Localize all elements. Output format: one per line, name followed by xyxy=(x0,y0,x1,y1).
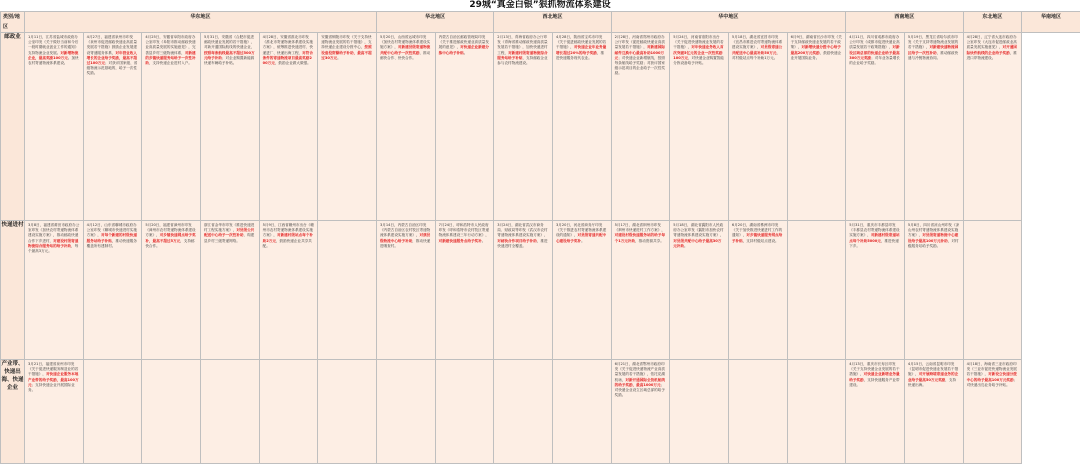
policy-text: 4月13日，重庆市长寿区印发《关于支持快递企业发展的若干措施》， xyxy=(849,362,899,376)
region-header-huabei: 华北地区 xyxy=(376,12,493,33)
policy-cell xyxy=(611,360,670,464)
policy-entry xyxy=(615,223,667,244)
policy-cell xyxy=(83,33,142,221)
policy-entry xyxy=(673,223,725,249)
policy-entry xyxy=(145,35,197,66)
policy-cell xyxy=(25,33,84,221)
policy-text: 4月15日，云南省昆明市印发《昆明市促进快递业发展若干措施》， xyxy=(908,362,958,376)
policy-tail: ，支持村级站点建设。 xyxy=(743,239,779,243)
region-header-dongbei: 东北地区 xyxy=(963,12,1022,33)
policy-highlight: 对建设村级快递服务站的给予每个1万元补助 xyxy=(615,233,665,242)
policy-cell xyxy=(670,360,729,464)
region-header-row xyxy=(1,12,1080,33)
policy-text: 5月20日，福建省漳州市印发《漳州市农村寄递物流体系建设方案》， xyxy=(145,223,195,237)
policy-highlight: 对开通国际快件航线的企业给予奖励 xyxy=(967,45,1017,54)
policy-cell xyxy=(611,221,670,360)
policy-tail: 。 xyxy=(581,239,585,243)
policy-tail: 。 xyxy=(464,51,468,55)
policy-cell xyxy=(728,221,787,360)
policy-tail: ；对获评国家级、省级物流示范基地的，给予一次性奖励。 xyxy=(87,61,138,75)
policy-cell xyxy=(904,33,963,221)
policy-cell xyxy=(728,33,787,221)
page-title: 29城“真金白银”狠抓物流体系建设 xyxy=(0,0,1080,11)
policy-cell xyxy=(846,360,905,464)
policy-cell xyxy=(846,221,905,360)
policy-tail: ，推进口岸物流建设。 xyxy=(967,51,1017,60)
policy-cell xyxy=(376,360,435,464)
policy-text: 浙江省金华市印发《推进快递进村工程实施方案》， xyxy=(204,223,254,232)
policy-cell xyxy=(963,33,1022,221)
policy-entry xyxy=(380,35,432,61)
policy-text: 3月8日，福建省莆田市政府办公室印发《加快农村寄递物流体系建设实施方案》，推动邮政快递合作下乡进村， xyxy=(28,223,79,243)
policy-entry xyxy=(791,35,843,61)
policy-cell xyxy=(670,221,729,360)
policy-cell xyxy=(435,360,494,464)
policy-entry xyxy=(849,35,901,66)
policy-entry xyxy=(380,223,432,249)
policy-tail: ，支持邮政企业参与农村物流建设。 xyxy=(497,56,547,65)
policy-entry xyxy=(556,223,608,244)
policy-cell xyxy=(494,221,553,360)
policy-entry xyxy=(967,362,1019,388)
policy-text: 5月18日，湖北省襄阳市人民政府办公室印发《襄阳市加快农村寄递物流体系建设实施方案》， xyxy=(673,223,723,237)
policy-text: 5月19日，黑龙江省哈尔滨市印发《关于支持寄递物流业发展的若干措施》， xyxy=(908,35,958,49)
policy-tail: ，推进快递服务现代农业。 xyxy=(556,51,604,60)
category-row-village xyxy=(1,221,1080,360)
region-header-huadong: 华东地区 xyxy=(25,12,377,33)
policy-entry xyxy=(263,35,315,66)
policy-text: 4月27日，福建省泉州市印发《泉州市促进邮政快递业高质量发展若干措施》鼓励企业发展建设寄递服务体系， xyxy=(87,35,137,55)
policy-highlight: 对县级寄递公共配送中心最高补助50万元 xyxy=(732,45,782,54)
policy-cell xyxy=(25,221,84,360)
policy-cell xyxy=(259,33,318,221)
policy-entry xyxy=(204,35,256,66)
policy-cell xyxy=(142,221,201,360)
policy-tail: 。 xyxy=(337,56,341,60)
policy-tail: ；对快递企业新增航线，按照每条航线给予奖励；对获评国家级示范项目的企业给予一次性奖励。 xyxy=(615,56,665,76)
policy-highlight: 对建设村级寄递物流综合服务站的给予补助 xyxy=(28,239,78,248)
policy-tail: ，构建县乡村三级寄递网络。 xyxy=(204,233,254,242)
policy-cell xyxy=(376,33,435,221)
policy-cell xyxy=(200,360,259,464)
policy-cell xyxy=(376,221,435,360)
policy-tail: ，鼓励快递企业开展国际业务。 xyxy=(791,51,842,60)
policy-cell xyxy=(200,221,259,360)
policy-tail: ，推进快递进村全覆盖。 xyxy=(497,239,547,248)
policy-tail: ，推动邮快合作、快快合作。 xyxy=(380,51,430,60)
policy-highlight: 对县级公共配送中心给予一次性补助 xyxy=(204,228,254,237)
policy-text: 4月18日，海南省三亚市政府印发《三亚市促进快递物流业发展若干措施》， xyxy=(967,362,1017,376)
policy-text: 5月18日，湖北省宜昌市印发《宜昌市推进农村寄递物流体系建设实施方案》， xyxy=(732,35,782,49)
policy-highlight: 对快递企业服务本地产业带的给予奖励，最高100万元 xyxy=(28,372,79,386)
policy-cell xyxy=(552,360,611,464)
policy-entry xyxy=(321,35,373,61)
policy-tail: ，推动邮政快递与冷链物流协同。 xyxy=(908,51,958,60)
policy-text: 4月28日，安徽省淮北市印发《淮北市寄递物流体系建设实施方案》，统筹推进快递进村、快递进厂、快递出海工程， xyxy=(263,35,313,55)
policy-cell xyxy=(494,360,553,464)
policy-highlight: 对乡镇快递网点给予奖补，最高不超过5万元 xyxy=(145,233,195,242)
policy-tail: ，推动快递进嘎查村。 xyxy=(380,239,430,248)
policy-highlight: 对新设区域总部的快递企业给予最高300万元奖励 xyxy=(849,45,899,59)
policy-text: 3月20日，河北省商务厅印发《关于推进农村寄递物流体系建设的通知》， xyxy=(556,223,606,237)
policy-entry xyxy=(87,223,139,249)
policy-highlight: 按照每条航线最高不超过500万元给予补助 xyxy=(204,51,255,60)
region-header-xinan: 西南地区 xyxy=(846,12,963,33)
policy-cell xyxy=(142,360,201,464)
policy-entry xyxy=(967,35,1019,61)
policy-cell xyxy=(787,360,846,464)
policy-cell xyxy=(846,33,905,221)
policy-highlight: 对新建的乡镇快递服务站给予一次性补助 xyxy=(145,51,195,65)
policy-cell xyxy=(259,221,318,360)
policy-cell xyxy=(259,360,318,464)
policy-tail: ，对村级服务站给予奖励。 xyxy=(908,239,959,248)
policy-highlight: 对快递企业年业务量增长超过20%的给予奖励 xyxy=(556,45,606,54)
policy-text: 5月9日，江西省赣州市出台《赣州市农村寄递物流体系建设实施方案》， xyxy=(263,223,314,237)
policy-tail: ，鼓励企业做大做强。 xyxy=(275,61,311,65)
policy-tail: ，推动快递服务覆盖所有建制村。 xyxy=(87,239,137,248)
policy-highlight: 对新建快递物流园区给予一次性补助 xyxy=(908,45,958,54)
policy-highlight: 对县级寄递共配中心建设给予奖补 xyxy=(556,233,606,242)
policy-cell xyxy=(200,33,259,221)
policy-table xyxy=(0,11,1080,464)
policy-tail: ，推进快递下乡。 xyxy=(849,239,899,248)
policy-entry xyxy=(556,35,608,61)
region-header-xibei: 西北地区 xyxy=(494,12,611,33)
policy-entry xyxy=(908,362,960,388)
policy-text: 4月11日，四川省成都市政府办公厅印发《成都市促进快递业高质量发展若干政策措施》， xyxy=(849,35,899,49)
policy-highlight: 对新设立快递分拨中心的给予最高100万元奖励 xyxy=(967,372,1017,381)
policy-text: 5月17日，湖北省荆州市印发《荆州市快递进村工作方案》， xyxy=(615,223,665,232)
policy-tail: ，对村级站点每个补助1万元。 xyxy=(732,51,780,60)
policy-entry xyxy=(615,362,667,398)
policy-highlight: 对新建快递服务点给予奖补 xyxy=(439,239,482,243)
policy-cell xyxy=(904,221,963,360)
policy-tail: ，每个最高3万元。 xyxy=(28,244,78,253)
policy-cell xyxy=(318,221,377,360)
policy-text: 5月31日，重庆市丰都县印发《丰都县农村寄递物流体系建设实施方案》， xyxy=(849,223,899,237)
policy-text: 6月20日，湖南省株洲市印发《关于加快推进快递进村工作的通知》， xyxy=(732,223,782,237)
policy-cell xyxy=(552,221,611,360)
policy-highlight: 对新建村级寄递站点每个补助5000元 xyxy=(849,233,899,242)
policy-text: 4月12日，山东省聊城市政府办公室印发《聊城市快递进村实施方案》， xyxy=(87,223,137,237)
policy-entry xyxy=(28,35,80,66)
category-row-industry xyxy=(1,360,1080,464)
policy-cell xyxy=(435,221,494,360)
policy-highlight: 对新增物流企业，最高奖励100万元 xyxy=(28,51,78,60)
policy-tail: ，支持快递服务产业带建设。 xyxy=(849,378,899,387)
policy-cell xyxy=(963,360,1022,464)
policy-entry xyxy=(732,35,784,61)
policy-cell xyxy=(25,360,84,464)
policy-highlight: 按照设备投资额给予补助，最高不超过30万元 xyxy=(321,45,371,59)
region-header-huazhong: 华中地区 xyxy=(611,12,846,33)
policy-tail: ；对快递企业设立区域总部的给予奖励。 xyxy=(615,383,665,397)
policy-entry xyxy=(615,35,667,77)
region-header-huanan: 华南地区 xyxy=(1022,12,1080,33)
policy-entry xyxy=(263,223,315,249)
policy-entry xyxy=(849,223,901,249)
policy-cell xyxy=(963,221,1022,360)
policy-text: 5月20日，山西省运城市印发《加快农村寄递物流体系建设实施方案》， xyxy=(380,35,430,49)
policy-text: 3月24日，湖北省武汉市商务局、财政局等印发《武汉市农村寄递物流体系建设实施方案》， xyxy=(497,223,547,237)
policy-entry xyxy=(439,35,491,56)
policy-text: 2月28日，河南省郑州市政府办公厅印发《促进邮政快递业高质量发展若干措施》， xyxy=(615,35,665,49)
policy-highlight: 对快递企业新建分拣中心给予补贴 xyxy=(439,45,489,54)
policy-tail: ；对快递出岛业务给予补贴。 xyxy=(967,378,1018,387)
policy-highlight: 对快递企业新增业务量给予奖励 xyxy=(849,372,899,381)
category-label: 快递进村 xyxy=(1,221,25,360)
policy-tail: 。 xyxy=(684,244,688,248)
policy-entry xyxy=(87,35,139,77)
policy-cell xyxy=(435,33,494,221)
policy-tail: 。加快农村寄递物流体系建设。 xyxy=(28,56,79,65)
policy-text: 4月28日，陕西省宝鸡市印发《关于促进邮政快递业发展的若干措施》， xyxy=(556,35,606,49)
policy-text: 5月8日，四川省凉山州印发《凉山州农村寄递物流体系建设实施方案》， xyxy=(908,223,959,237)
category-label: 邮政业 xyxy=(1,33,25,221)
policy-highlight: 对县级寄递物流中心建设给予最高100万元补助 xyxy=(908,233,958,242)
policy-highlight: 对每个新建的村级快递服务站给予补贴 xyxy=(87,233,137,242)
policy-highlight: 对邮快合作项目给予补助 xyxy=(497,239,537,243)
policy-highlight: 对新建县级寄递物流共配中心给予一次性奖励 xyxy=(380,45,430,54)
policy-text: 安徽省铜陵市印发《关于支持快递物流业发展的若干措施》，支持快递企业建设分拨中心， xyxy=(321,35,371,49)
policy-text: 3月14日，内蒙古自治区印发《内蒙古自治区农村牧区寄递物流体系建设实施方案》， xyxy=(380,223,430,237)
policy-tail: ；对企业购置新能源快递车辆给予补贴。 xyxy=(204,56,254,65)
policy-text: 6月21日，湖北省鄂州市政府印发《关于促进快递物流产业高质量发展的若干措施》，依托花湖机场， xyxy=(615,362,665,382)
policy-tail: ，推动资源共享。 xyxy=(635,239,664,243)
policy-entry xyxy=(497,223,549,249)
policy-highlight: 对旗县级物流中心给予补助 xyxy=(380,233,430,242)
policy-entry xyxy=(908,223,960,249)
policy-text: 3月21日，福建省泉州市印发《关于促进快递服务制造业的若干措施》， xyxy=(28,362,78,376)
policy-highlight: 对新增快递分拨中心给予最高200万元奖励 xyxy=(791,45,841,54)
policy-text: 5月24日，河南省洛阳市出台《关于促进快递物流业发展的若干措施》， xyxy=(673,35,723,49)
policy-text: 7月24日，呼和浩特市人民政府印发《呼和浩特市农村牧区寄递物流体系建设三年行动方案》， xyxy=(439,223,489,237)
policy-highlight: 对新建村级站点每个补助2万元 xyxy=(263,233,313,242)
policy-cell xyxy=(904,360,963,464)
policy-cell xyxy=(142,33,201,221)
policy-entry xyxy=(497,35,549,66)
policy-highlight: 对县级共配中心给予最高30万元补助 xyxy=(673,239,721,248)
policy-text: 内蒙古自治区邮政管理局印发《关于推进邮政快递业高质量发展的意见》， xyxy=(439,35,489,49)
policy-highlight: 对乡镇快递服务网点给予补贴 xyxy=(732,233,782,242)
policy-tail: ；支持快递企业开展国际业务。 xyxy=(28,383,75,392)
policy-tail: ，支持快递企业进村入户。 xyxy=(149,61,192,65)
policy-entry xyxy=(204,223,256,244)
policy-highlight: 对新开通国际全货机航线的给予奖励，最高1000万元 xyxy=(615,378,665,387)
policy-cell xyxy=(787,221,846,360)
policy-cell xyxy=(552,33,611,221)
policy-highlight: 对新建国际邮件互换中心最高补助1000万元 xyxy=(615,45,665,59)
policy-highlight: 对年营业收入增长的企业给予奖励，最高不超过100万元 xyxy=(87,51,137,65)
policy-entry xyxy=(849,362,901,388)
policy-entry xyxy=(145,223,197,249)
policy-highlight: 对年快递业务收入首次突破5亿元的企业一次性奖励100万元 xyxy=(673,45,723,59)
policy-tail: 。 xyxy=(482,239,486,243)
policy-tail: ；对年业务量增长的企业给予奖励。 xyxy=(849,56,900,65)
policy-entry xyxy=(28,362,80,393)
policy-tail: ，鼓励快递企业共享共配。 xyxy=(263,239,312,248)
category-label: 产业带、快递出海、快递企业 xyxy=(1,360,25,464)
policy-cell xyxy=(611,33,670,221)
policy-text: 4月25日，安徽省阜阳市政府办公室印发《阜阳市推动邮政快递业高质量发展的实施意见》，完善县乡村三级物流体系， xyxy=(145,35,195,55)
policy-cell xyxy=(670,33,729,221)
policy-entry xyxy=(908,35,960,61)
policy-cell xyxy=(318,33,377,221)
policy-tail: ，对快递企业购置智能分拣设备给予补贴。 xyxy=(673,56,724,65)
policy-cell xyxy=(318,360,377,464)
policy-cell xyxy=(787,33,846,221)
policy-entry xyxy=(673,35,725,66)
policy-entry xyxy=(28,223,80,254)
policy-highlight: 对开展跨境寄递业务的企业给予最高50万元奖励 xyxy=(908,372,958,381)
policy-text: 1月11日，江苏省盐城市政府办公室印发《关于做好当前和今后一段时期就业创业工作的通知》支持物流企业发展。 xyxy=(28,35,78,55)
policy-entry xyxy=(732,223,784,244)
policy-cell xyxy=(83,360,142,464)
policy-cell xyxy=(728,360,787,464)
policy-cell xyxy=(494,33,553,221)
policy-highlight: 对新建村级寄递物流综合服务站给予补贴 xyxy=(497,51,547,60)
policy-highlight: 对符合条件的寄递物流项目最高奖励200万元 xyxy=(263,51,313,65)
policy-text: 5月31日，安徽省《合肥市促进邮政快递业发展的若干措施》，对新开通国际航线的快递企业， xyxy=(204,35,254,49)
policy-entry xyxy=(439,223,491,244)
category-row-postal xyxy=(1,33,1080,221)
policy-text: 4月28日，辽宁省大连市政府办公室印发《大连市促进邮政业高质量发展实施意见》， xyxy=(967,35,1017,49)
policy-cell xyxy=(83,221,142,360)
policy-tail: ，支持邮快合作。 xyxy=(145,239,194,248)
policy-text: 6月9日，湖南省长沙市印发《关于支持邮政快递业发展的若干政策》， xyxy=(791,35,842,49)
policy-text: 2月13日，青海省政府办公厅印发《青海省推动邮政快递高质量发展若干措施》，加快快递进村工程， xyxy=(497,35,547,55)
policy-tail: ，支持快递出海。 xyxy=(908,378,956,387)
corner-label: 类别/地区 xyxy=(1,12,25,33)
